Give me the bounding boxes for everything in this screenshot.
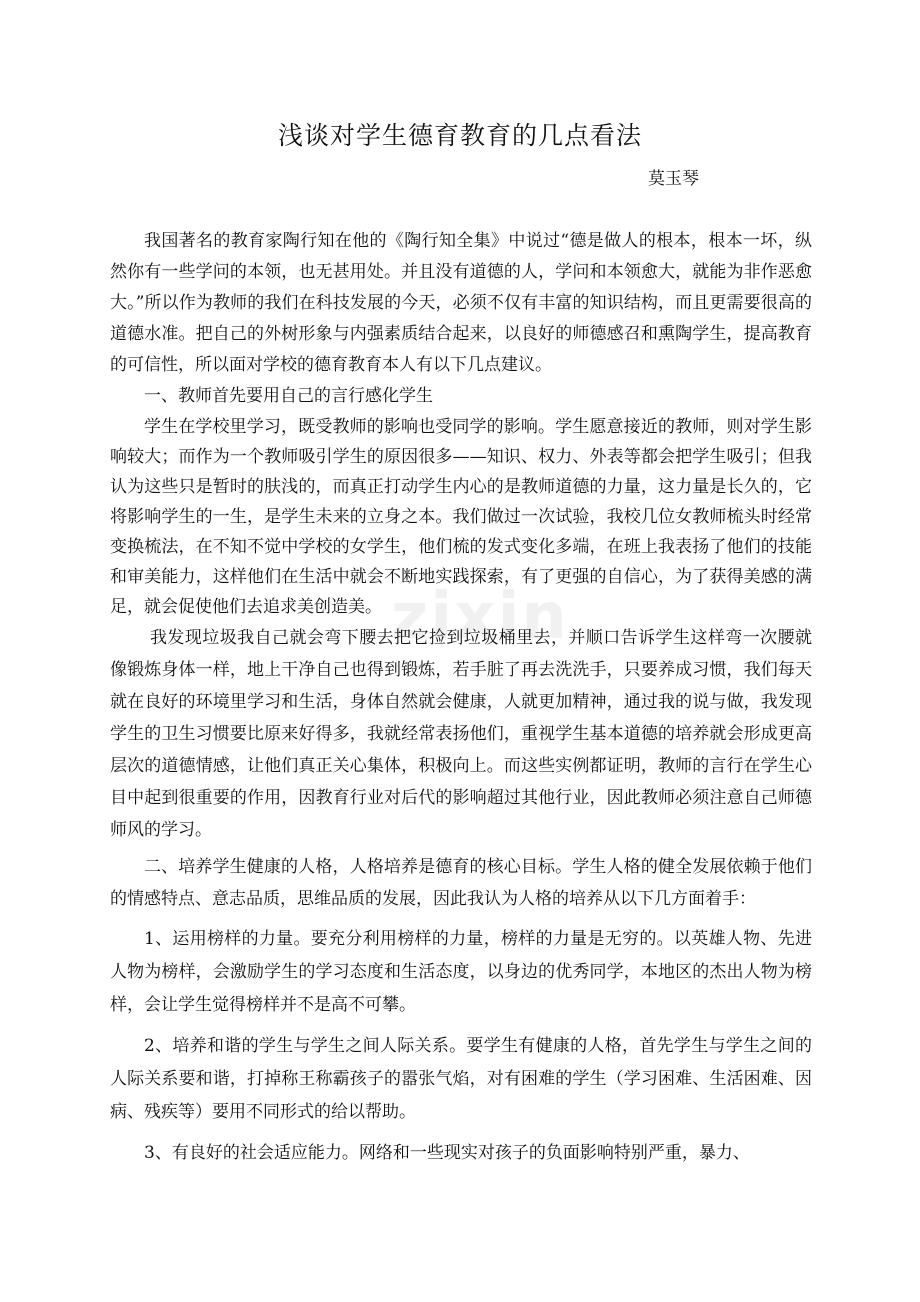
paragraph-teacher-influence: 学生在学校里学习，既受教师的影响也受同学的影响。学生愿意接近的教师，则对学生影响较大；而作为一个教师吸引学生的原因很多——知识、权力、外表等都会把学生吸引；但我认为这些只是暂时的肤浅的，而真正打动学生内心的是教师道德的力量，这力量是长久的，它将影响学生的一生，是学生未来的立身之本。我们做过一次试验，我校几位女教师梳头时经常变换梳法，在不知不觉中学校的女学生，他们梳的发式变化多端，在班上我表扬了他们的技能和审美能力，这样他们在生活中就会不断地实践探索，有了更强的自信心，为了获得美感的满足，就会促使他们去追求美创造美。: [110, 417, 812, 617]
paragraph-hygiene-example: 我发现垃圾我自己就会弯下腰去把它捡到垃圾桶里去，并顺口告诉学生这样弯一次腰就像锻炼身体一样，地上干净自己也得到锻炼，若手脏了再去洗洗手，只要养成习惯，我们每天就在良好的环境里学习和生活，身体自然就会健康，人就更加精神，通过我的说与做，我发现学生的卫生习惯要比原来好得多，我就经常表扬他们，重视学生基本道德的培养就会形成更高层次的道德情感，让他们真正关心集体，积极向上。而这些实例都证明，教师的言行在学生心目中起到很重要的作用，因教育行业对后代的影响超过其他行业，因此教师必须注意自己师德师风的学习。: [110, 628, 812, 840]
paragraph-intro: 我国著名的教育家陶行知在他的《陶行知全集》中说过“德是做人的根本，根本一坏，纵然你有一些学问的本领，也无甚用处。并且没有道德的人，学问和本领愈大，就能为非作恶愈大。”所以作为教师的我们在科技发展的今天，必须不仅有丰富的知识结构，而且更需要很高的道德水准。把自己的外树形象与内强素质结合起来，以良好的师德感召和熏陶学生，提高教育的可信性，所以面对学校的德育教育本人有以下几点建议。: [110, 231, 812, 375]
author-name: 莫玉琴: [648, 169, 699, 189]
section-heading-2: 二、培养学生健康的人格，人格培养是德育的核心目标。学生人格的健全发展依赖于他们的情感特点、意志品质，思维品质的发展，因此我认为人格的培养从以下几方面着手：: [110, 857, 812, 909]
watermark: zixin: [391, 580, 569, 654]
section-heading-1: 一、教师首先要用自己的言行感化学生: [144, 386, 433, 406]
list-item-role-models: 1、运用榜样的力量。要充分利用榜样的力量，榜样的力量是无穷的。以英雄人物、先进人物为榜样，会激励学生的学习态度和生活态度，以身边的优秀同学，本地区的杰出人物为榜样，会让学生觉得榜样并不是高不可攀。: [110, 929, 812, 1015]
document-title: 浅谈对学生德育教育的几点看法: [277, 121, 642, 150]
list-item-relationships: 2、培养和谐的学生与学生之间人际关系。要学生有健康的人格，首先学生与学生之间的人际关系要和谐，打掉称王称霸孩子的嚣张气焰，对有困难的学生（学习困难、生活困难、因病、残疾等）要用不同形式的给以帮助。: [110, 1036, 812, 1122]
list-item-social-adaptation: 3、有良好的社会适应能力。网络和一些现实对孩子的负面影响特别严重，暴力、: [144, 1143, 750, 1163]
document-body: [110, 226, 812, 1170]
